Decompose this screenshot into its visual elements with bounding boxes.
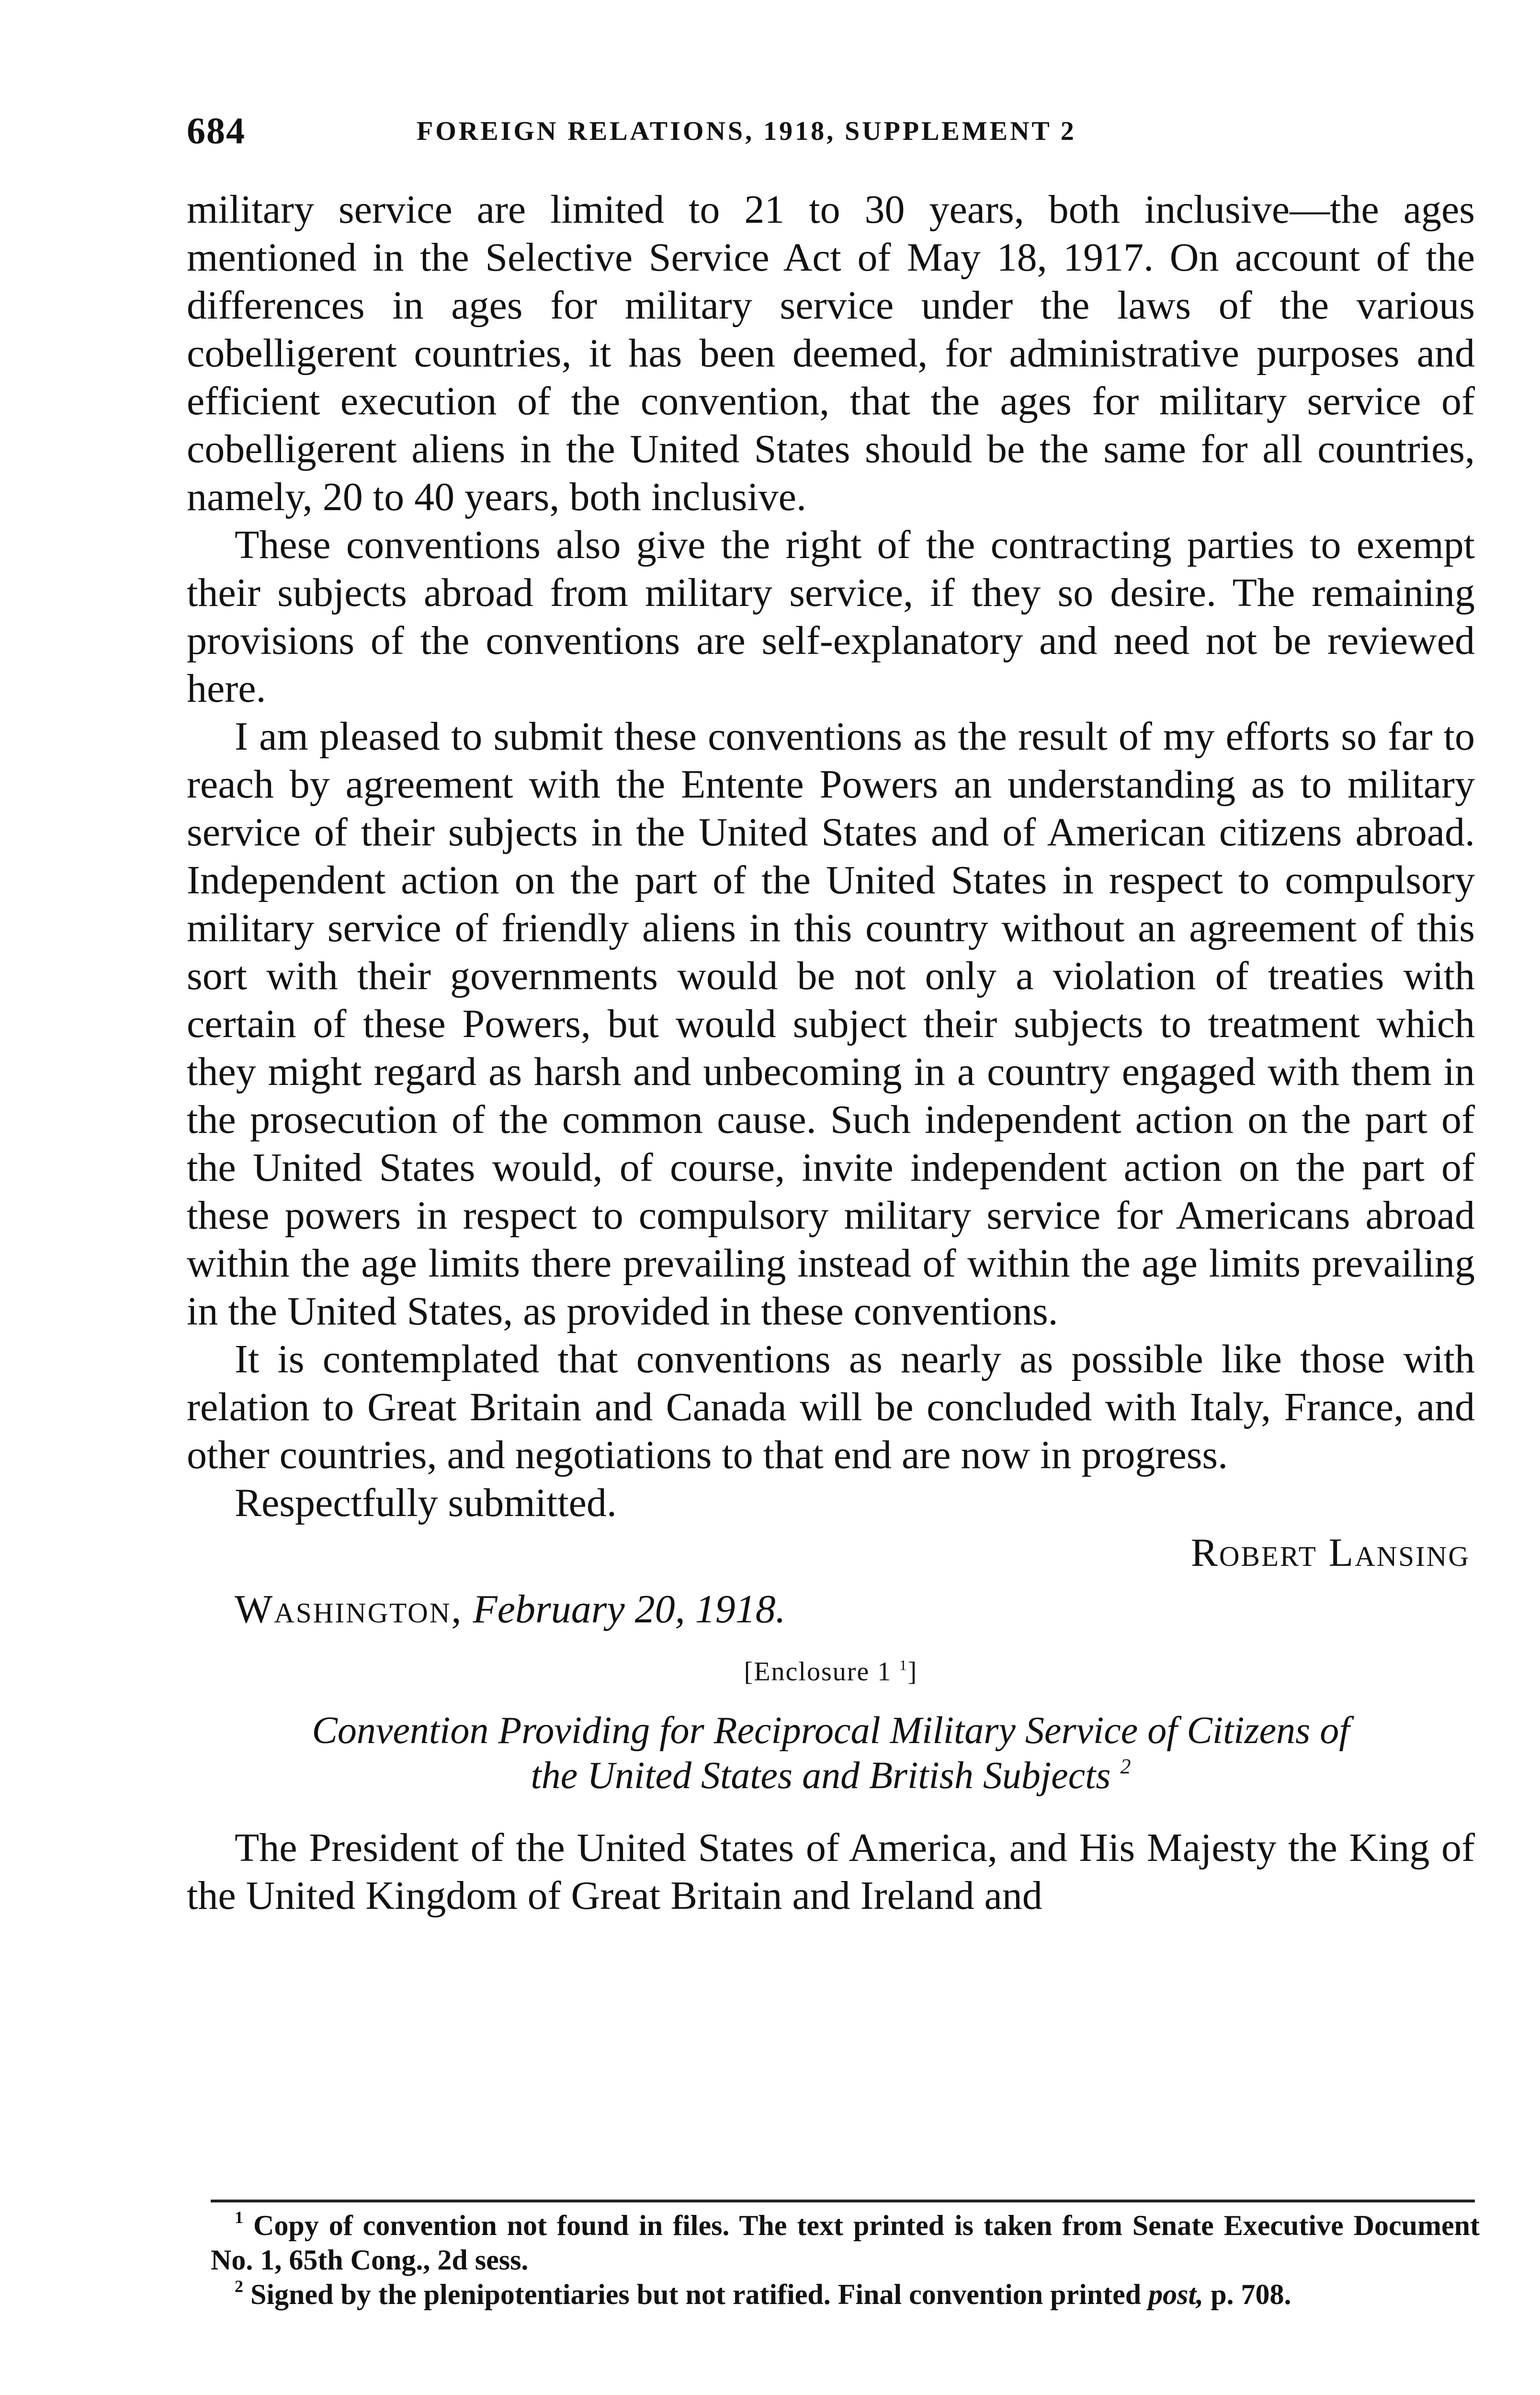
closing-line: Respectfully submitted. <box>235 1481 617 1525</box>
page-header <box>187 109 1480 157</box>
signature: Robert Lansing <box>1190 1530 1470 1575</box>
dateline <box>187 1585 1475 1633</box>
footnote-2-page: p. 708. <box>1211 2279 1291 2310</box>
footnote-2-mark: 2 <box>235 2276 243 2296</box>
footnote-2 <box>211 2277 1480 2312</box>
dateline-date: February 20, 1918. <box>473 1587 786 1631</box>
footnote-2-post: post, <box>1148 2279 1204 2310</box>
footnotes <box>211 2208 1480 2312</box>
footnote-2-text: Signed by the plenipotentiaries but not ratified. Final convention printed <box>250 2279 1142 2310</box>
footnote-1-mark: 1 <box>235 2207 243 2227</box>
paragraph-submission: I am pleased to submit these conventions as the result of my efforts so far to reach by agreement with the Entente Powers an understanding as to military service of their subjects in the United States and of American citizens abroad. Independent action on the part of the United States in respect to compulsory military service of friendly aliens in this country without an agreement of this sort with their governments would be not only a violation of treaties with certain of these Powers, but would subject their subjects to treatment which they might regard as harsh and unbecoming in a country engaged with them in the prosecution of the common cause. Such independent action on the part of the United States would, of course, invite independent action on the part of these powers in respect to compulsory military service for Americans abroad within the age limits there prevailing instead of within the age limits prevailing in the United States, as provided in these conventions. <box>187 714 1475 1334</box>
page-number: 684 <box>187 110 246 151</box>
enclosure-label <box>187 1648 1475 1696</box>
footnote-rule <box>211 2200 1475 2202</box>
paragraph-negotiations: It is contemplated that conventions as nearly as possible like those with relation to Great Britain and Canada will be concluded with Italy, France, and other countries, and negotiations to that end are now in progress. <box>187 1337 1475 1477</box>
dateline-place: Washington, <box>235 1587 463 1631</box>
enclosure-footnote-ref: 1 <box>899 1657 908 1674</box>
body-text <box>187 186 1475 1920</box>
footnote-1-text: Copy of convention not found in files. The text printed is taken from Senate Executive Document No. 1, 65th Cong., 2d sess. <box>211 2210 1480 2276</box>
convention-title-line2: the United States and British Subjects <box>531 1755 1111 1797</box>
convention-opening: The President of the United States of America, and His Majesty the King of the United Kingdom of Great Britain and Ireland and <box>187 1825 1475 1918</box>
convention-title-footnote-ref: 2 <box>1120 1755 1131 1779</box>
footnote-1 <box>211 2208 1480 2277</box>
paragraph-continuation: military service are limited to 21 to 30 years, both inclusive—the ages mentioned in the Selective Service Act of May 18, 1917. On account of the differences in ages for military service under the laws of the various cobelligerent countries, it has been deemed, for administrative purposes and efficient execution of the convention, that the ages for military service of cobelligerent aliens in the United States should be the same for all countries, namely, 20 to 40 years, both inclusive. <box>187 187 1475 519</box>
convention-title <box>187 1708 1475 1798</box>
enclosure-text: [Enclosure 1 <box>744 1657 892 1687</box>
convention-title-line1: Convention Providing for Reciprocal Military Service of Citizens of <box>312 1710 1350 1752</box>
running-head: FOREIGN RELATIONS, 1918, SUPPLEMENT 2 <box>417 116 1076 146</box>
enclosure-close: ] <box>907 1657 918 1687</box>
paragraph-exemption: These conventions also give the right of the contracting parties to exempt their subjects abroad from military service, if they so desire. The remaining provisions of the conventions are self-explanatory and need not be reviewed here. <box>187 523 1475 711</box>
